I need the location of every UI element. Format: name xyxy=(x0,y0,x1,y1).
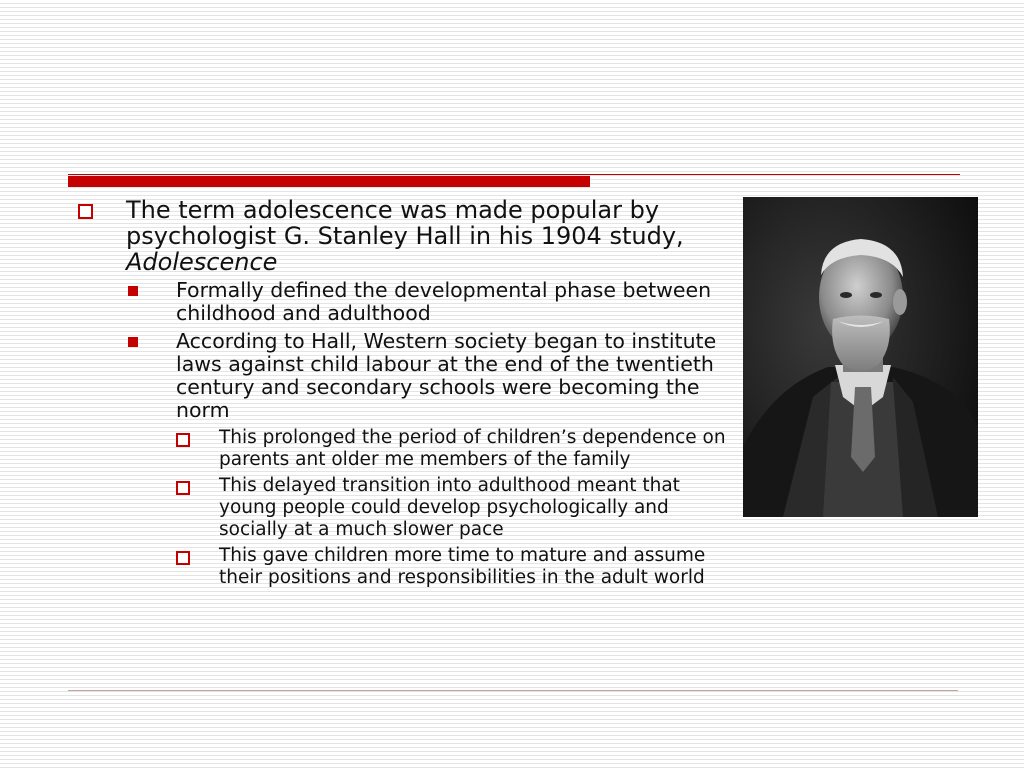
bullet-text: This delayed transition into adulthood meant that young people could develop psychologically and socially at a much slower pace xyxy=(219,475,680,540)
bullet-text: This gave children more time to mature and assume their positions and responsibilities in the adult world xyxy=(219,545,706,588)
bullet-text: The term adolescence was made popular by psychologist G. Stanley Hall in his 1904 study, xyxy=(126,196,684,250)
bullet-text: According to Hall, Western society began to institute laws against child labour at the end of the twentieth century and secondary schools were becoming the norm xyxy=(176,329,717,422)
bullet-level3 xyxy=(176,427,743,471)
filled-square-icon xyxy=(128,286,138,296)
bullet-level1 xyxy=(78,197,743,275)
hollow-square-icon xyxy=(176,551,190,565)
portrait-image-icon xyxy=(743,197,978,517)
bullet-text: Formally defined the developmental phase between childhood and adulthood xyxy=(176,278,712,325)
hollow-square-icon xyxy=(78,204,93,219)
hollow-square-icon xyxy=(176,433,190,447)
bullet-text: This prolonged the period of children’s dependence on parents ant older me members of the family xyxy=(219,427,726,470)
bullet-level2 xyxy=(128,330,743,422)
bullet-level3 xyxy=(176,545,743,589)
top-rule-thin xyxy=(68,174,960,175)
filled-square-icon xyxy=(128,337,138,347)
bullet-level3 xyxy=(176,475,743,541)
portrait-photo xyxy=(743,197,978,517)
bottom-rule xyxy=(68,690,958,691)
book-title: Adolescence xyxy=(126,248,278,276)
bullet-list xyxy=(78,197,743,593)
top-rule-thick xyxy=(68,176,590,187)
hollow-square-icon xyxy=(176,481,190,495)
bullet-level2 xyxy=(128,279,743,325)
